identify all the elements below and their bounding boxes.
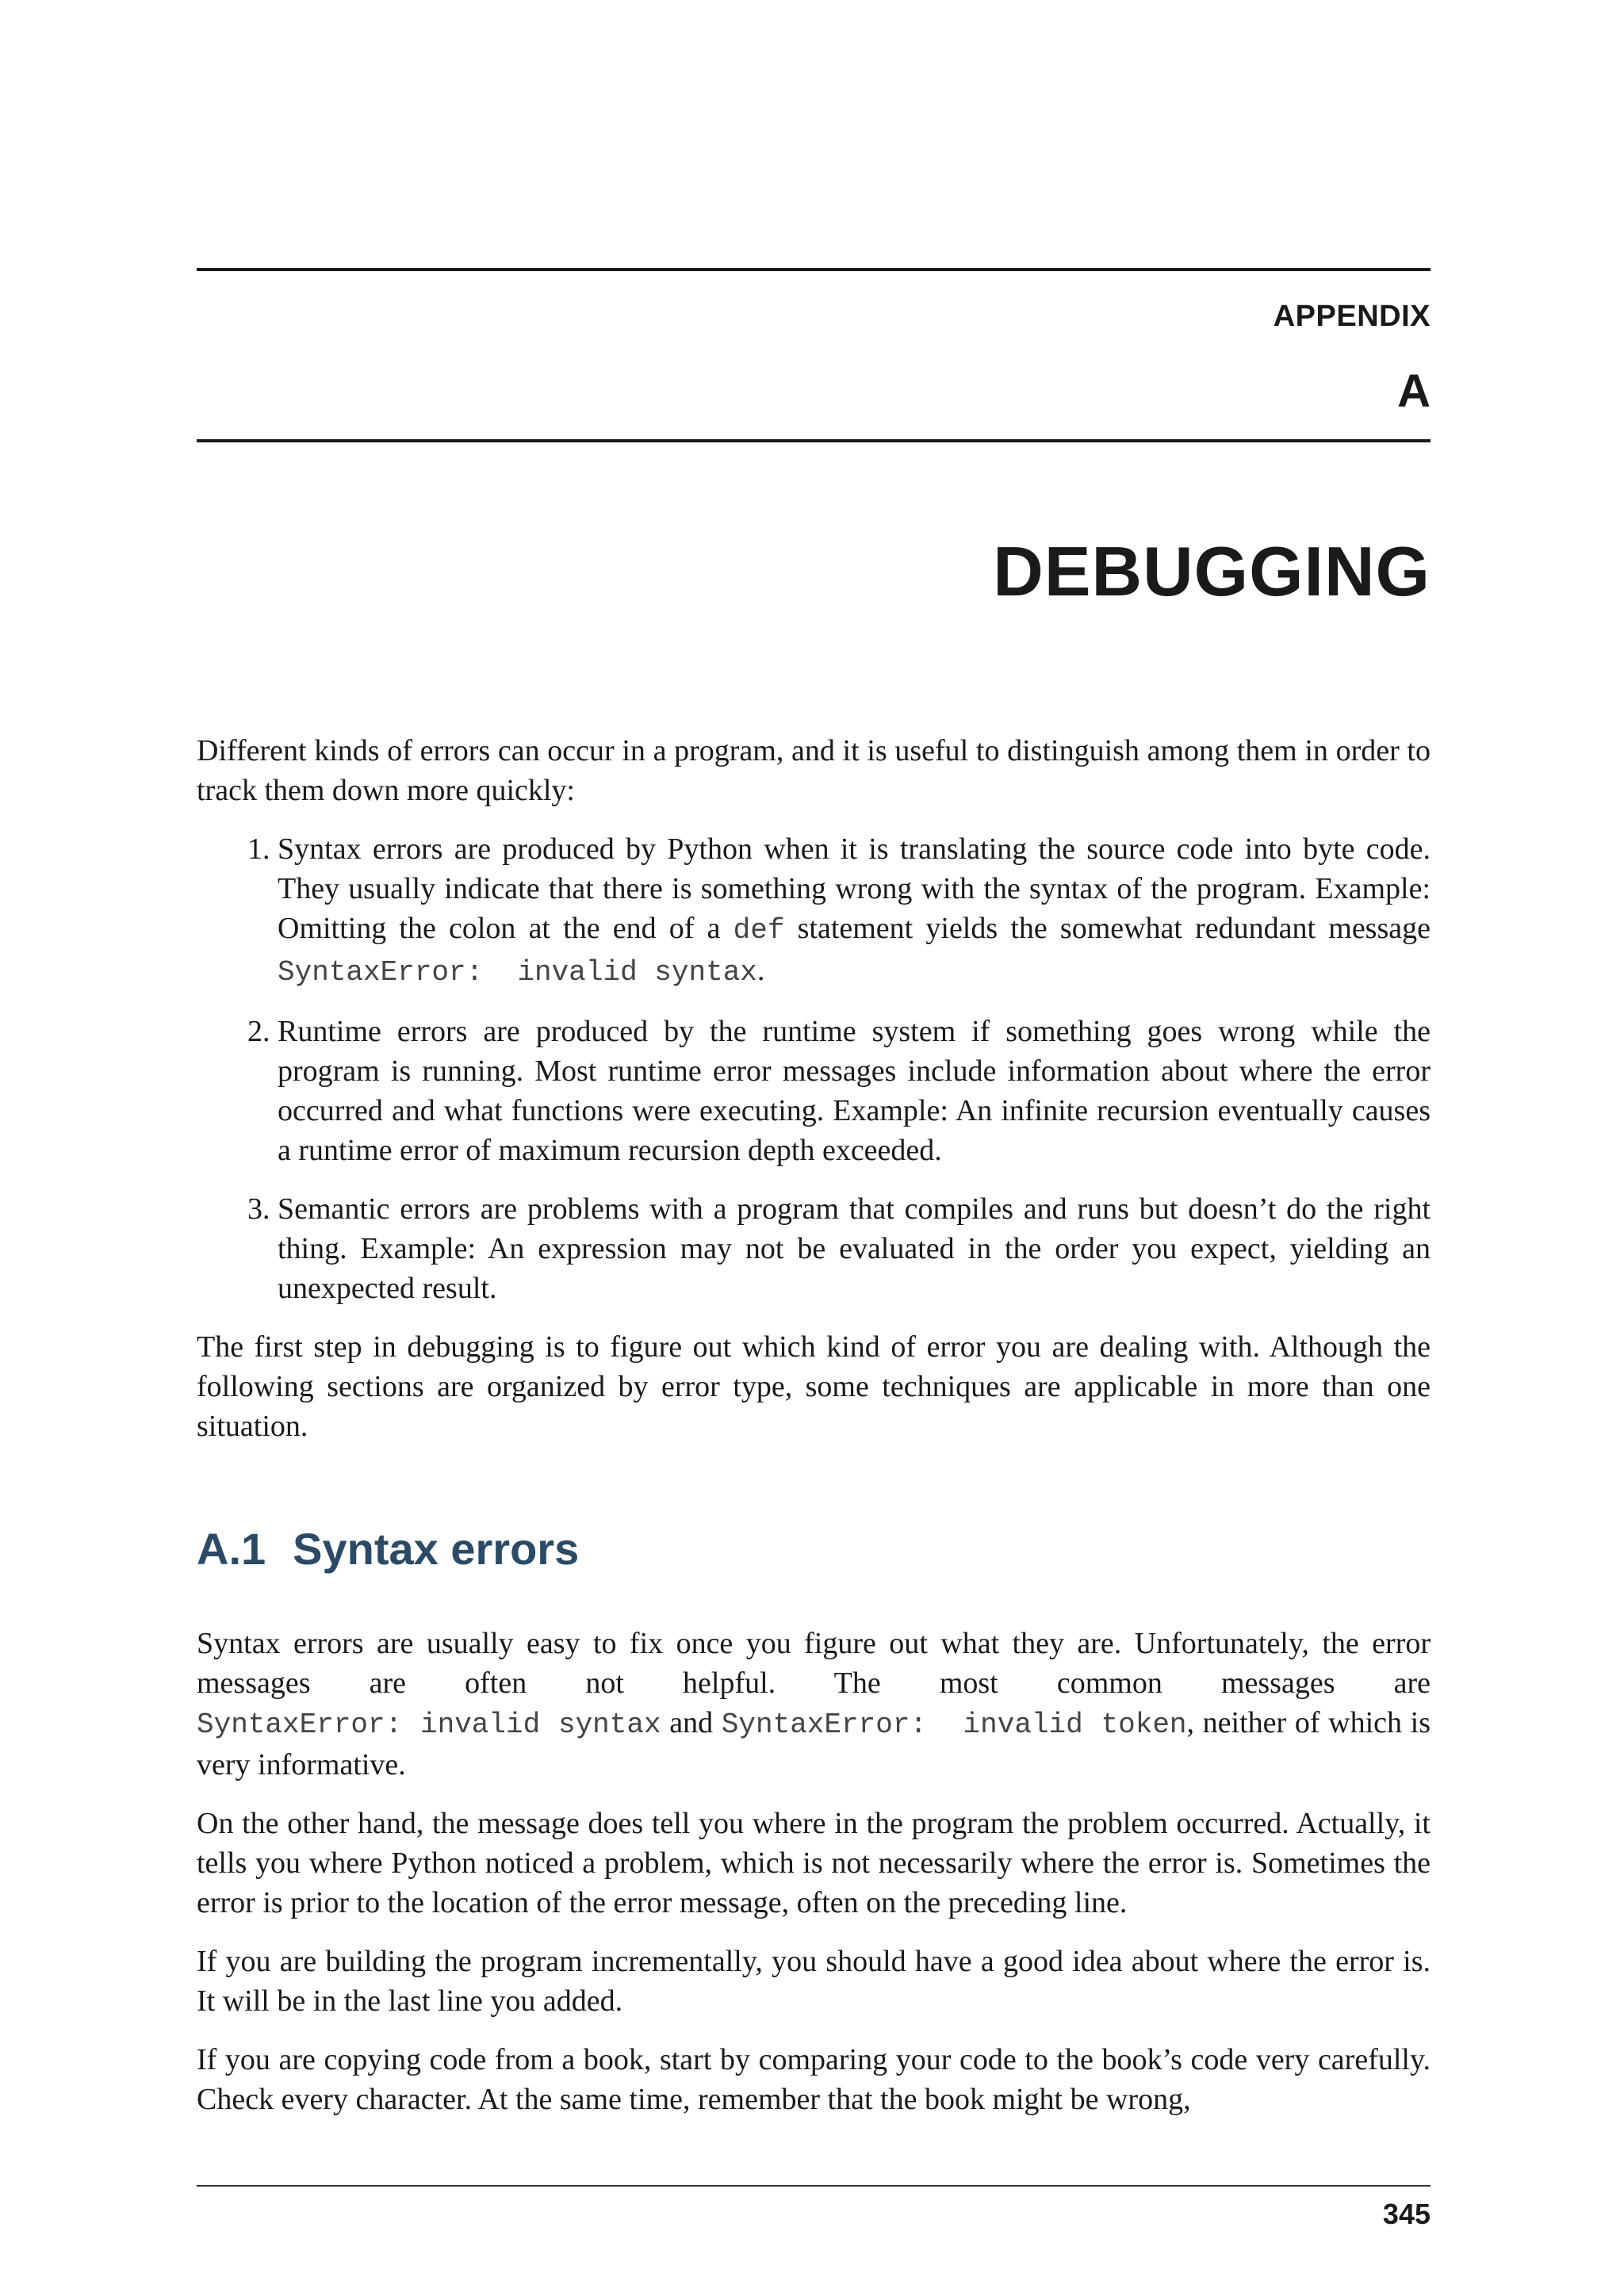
footer-rule: [197, 2185, 1431, 2187]
inline-code: SyntaxError: invalid token: [721, 1709, 1187, 1741]
appendix-letter: A: [1397, 365, 1431, 417]
list-item-semantic-errors: 3. Semantic errors are problems with a program that compiles and runs but doesn’t do the right thing. Example: An expression may not be evaluated in the order you expect, yielding an unexpected result.: [278, 1189, 1431, 1308]
paragraph-text: , neither of which is very informative.: [197, 1706, 1431, 1781]
intro-paragraph: Different kinds of errors can occur in a program, and it is useful to distinguish among them in order to track them down more quickly:: [197, 734, 1431, 807]
list-item-runtime-errors: 2. Runtime errors are produced by the runtime system if something goes wrong while the program is running. Most runtime error messages include information about where the error occurred and what functions were executing. Example: An infinite recursion eventually causes a runtime error of maximum recursion depth exceeded.: [278, 1012, 1431, 1170]
inline-code: SyntaxError: invalid syntax: [197, 1709, 661, 1741]
first-step-paragraph: The first step in debugging is to figure out which kind of error you are dealing with. Although the following sections are organized by error type, some techniques are applicable in more than one situation.: [197, 1330, 1431, 1443]
error-kinds-list: [197, 829, 1431, 1308]
section-title: Syntax errors: [293, 1524, 580, 1574]
header-top-rule: [197, 268, 1431, 271]
inline-code: SyntaxError: invalid syntax: [278, 956, 757, 989]
section-number: A.1: [197, 1524, 266, 1574]
list-item-text: statement yields the somewhat redundant message: [784, 912, 1431, 945]
paragraph-text: Syntax errors are usually easy to fix once you figure out what they are. Unfortunately, the error messages are often not helpful. The most common messages are: [197, 1627, 1431, 1700]
list-item-syntax-errors: [278, 829, 1431, 993]
syntax-paragraph-4: If you are copying code from a book, start by comparing your code to the book’s code very carefully. Check every character. At the same time, remember that the book might be wrong,: [197, 2043, 1431, 2116]
list-item-text: .: [756, 954, 765, 987]
syntax-paragraph-2: On the other hand, the message does tell you where in the program the problem occurred. Actually, it tells you where Python noticed a problem, which is not necessarily where the error is. Sometimes the error is prior to the location of the error message, often on the preceding line.: [197, 1807, 1431, 1919]
body-text: [197, 731, 1431, 2138]
page-number: 345: [1382, 2198, 1431, 2230]
chapter-title: DEBUGGING: [993, 532, 1431, 610]
appendix-label: APPENDIX: [1273, 300, 1431, 333]
list-item-text: Syntax errors are produced by Python when it is translating the source code into byte code. They usually indicate that there is something wrong with the syntax of the program. Example: Omitting the colon at the end of a: [278, 832, 1431, 945]
header-bottom-rule: [197, 439, 1431, 442]
syntax-paragraph-3: If you are building the program incrementally, you should have a good idea about where the error is. It will be in the last line you added.: [197, 1945, 1431, 2018]
inline-code: def: [733, 914, 785, 947]
syntax-paragraph-1: [197, 1624, 1431, 1785]
section-heading: [197, 1524, 1431, 1575]
paragraph-text: and: [661, 1706, 722, 1739]
